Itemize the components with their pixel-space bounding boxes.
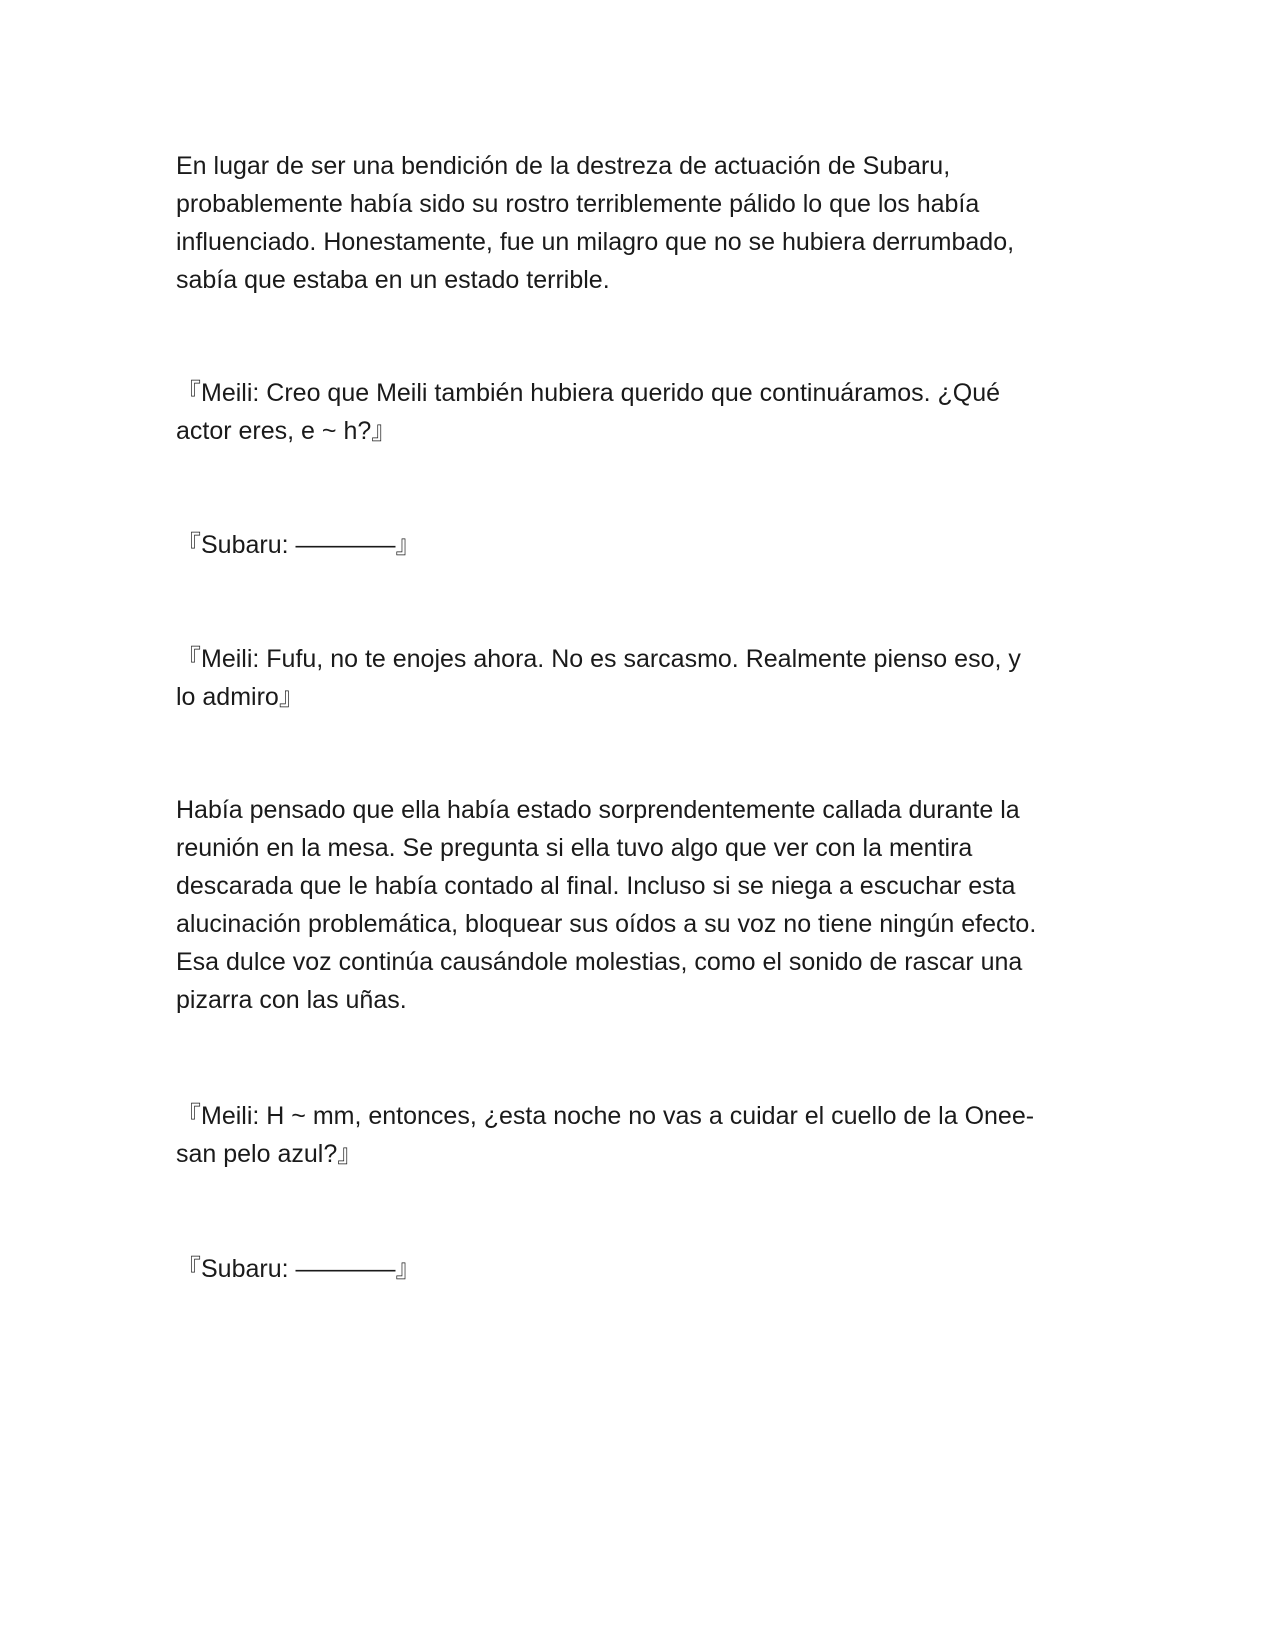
text-line: 『Meili: Creo que Meili también hubiera querido que continuáramos. ¿Qué [176, 379, 1001, 407]
paragraph-dialogue-meili-1 [176, 374, 1096, 450]
text-line: 『Meili: H ~ mm, entonces, ¿esta noche no vas a cuidar el cuello de la Onee- [176, 1102, 1035, 1130]
text-line: alucinación problemática, bloquear sus oídos a su voz no tiene ningún efecto. [176, 910, 1037, 938]
paragraph-dialogue-meili-2 [176, 640, 1096, 716]
paragraph-dialogue-subaru-1 [176, 526, 1096, 564]
text-line: influenciado. Honestamente, fue un milagro que no se hubiera derrumbado, [176, 228, 1015, 256]
text-line: 『Subaru: ————』 [176, 1255, 421, 1283]
text-line: descarada que le había contado al final. Incluso si se niega a escuchar esta [176, 872, 1016, 900]
text-line: Esa dulce voz continúa causándole molestias, como el sonido de rascar una [176, 948, 1023, 976]
paragraph-narration-1 [176, 147, 1096, 299]
text-line: reunión en la mesa. Se pregunta si ella tuvo algo que ver con la mentira [176, 834, 973, 862]
text-line: En lugar de ser una bendición de la destreza de actuación de Subaru, [176, 152, 951, 180]
text-line: san pelo azul?』 [176, 1140, 363, 1168]
paragraph-narration-2 [176, 791, 1096, 1019]
text-line: pizarra con las uñas. [176, 986, 407, 1014]
text-line: lo admiro』 [176, 683, 304, 711]
paragraph-dialogue-subaru-2 [176, 1250, 1096, 1288]
text-line: 『Subaru: ————』 [176, 531, 421, 559]
text-line: sabía que estaba en un estado terrible. [176, 266, 610, 294]
paragraph-dialogue-meili-3 [176, 1097, 1096, 1173]
text-line: actor eres, e ~ h?』 [176, 417, 397, 445]
text-line: probablemente había sido su rostro terriblemente pálido lo que los había [176, 190, 980, 218]
text-line: 『Meili: Fufu, no te enojes ahora. No es sarcasmo. Realmente pienso eso, y [176, 645, 1021, 673]
text-line: Había pensado que ella había estado sorprendentemente callada durante la [176, 796, 1020, 824]
